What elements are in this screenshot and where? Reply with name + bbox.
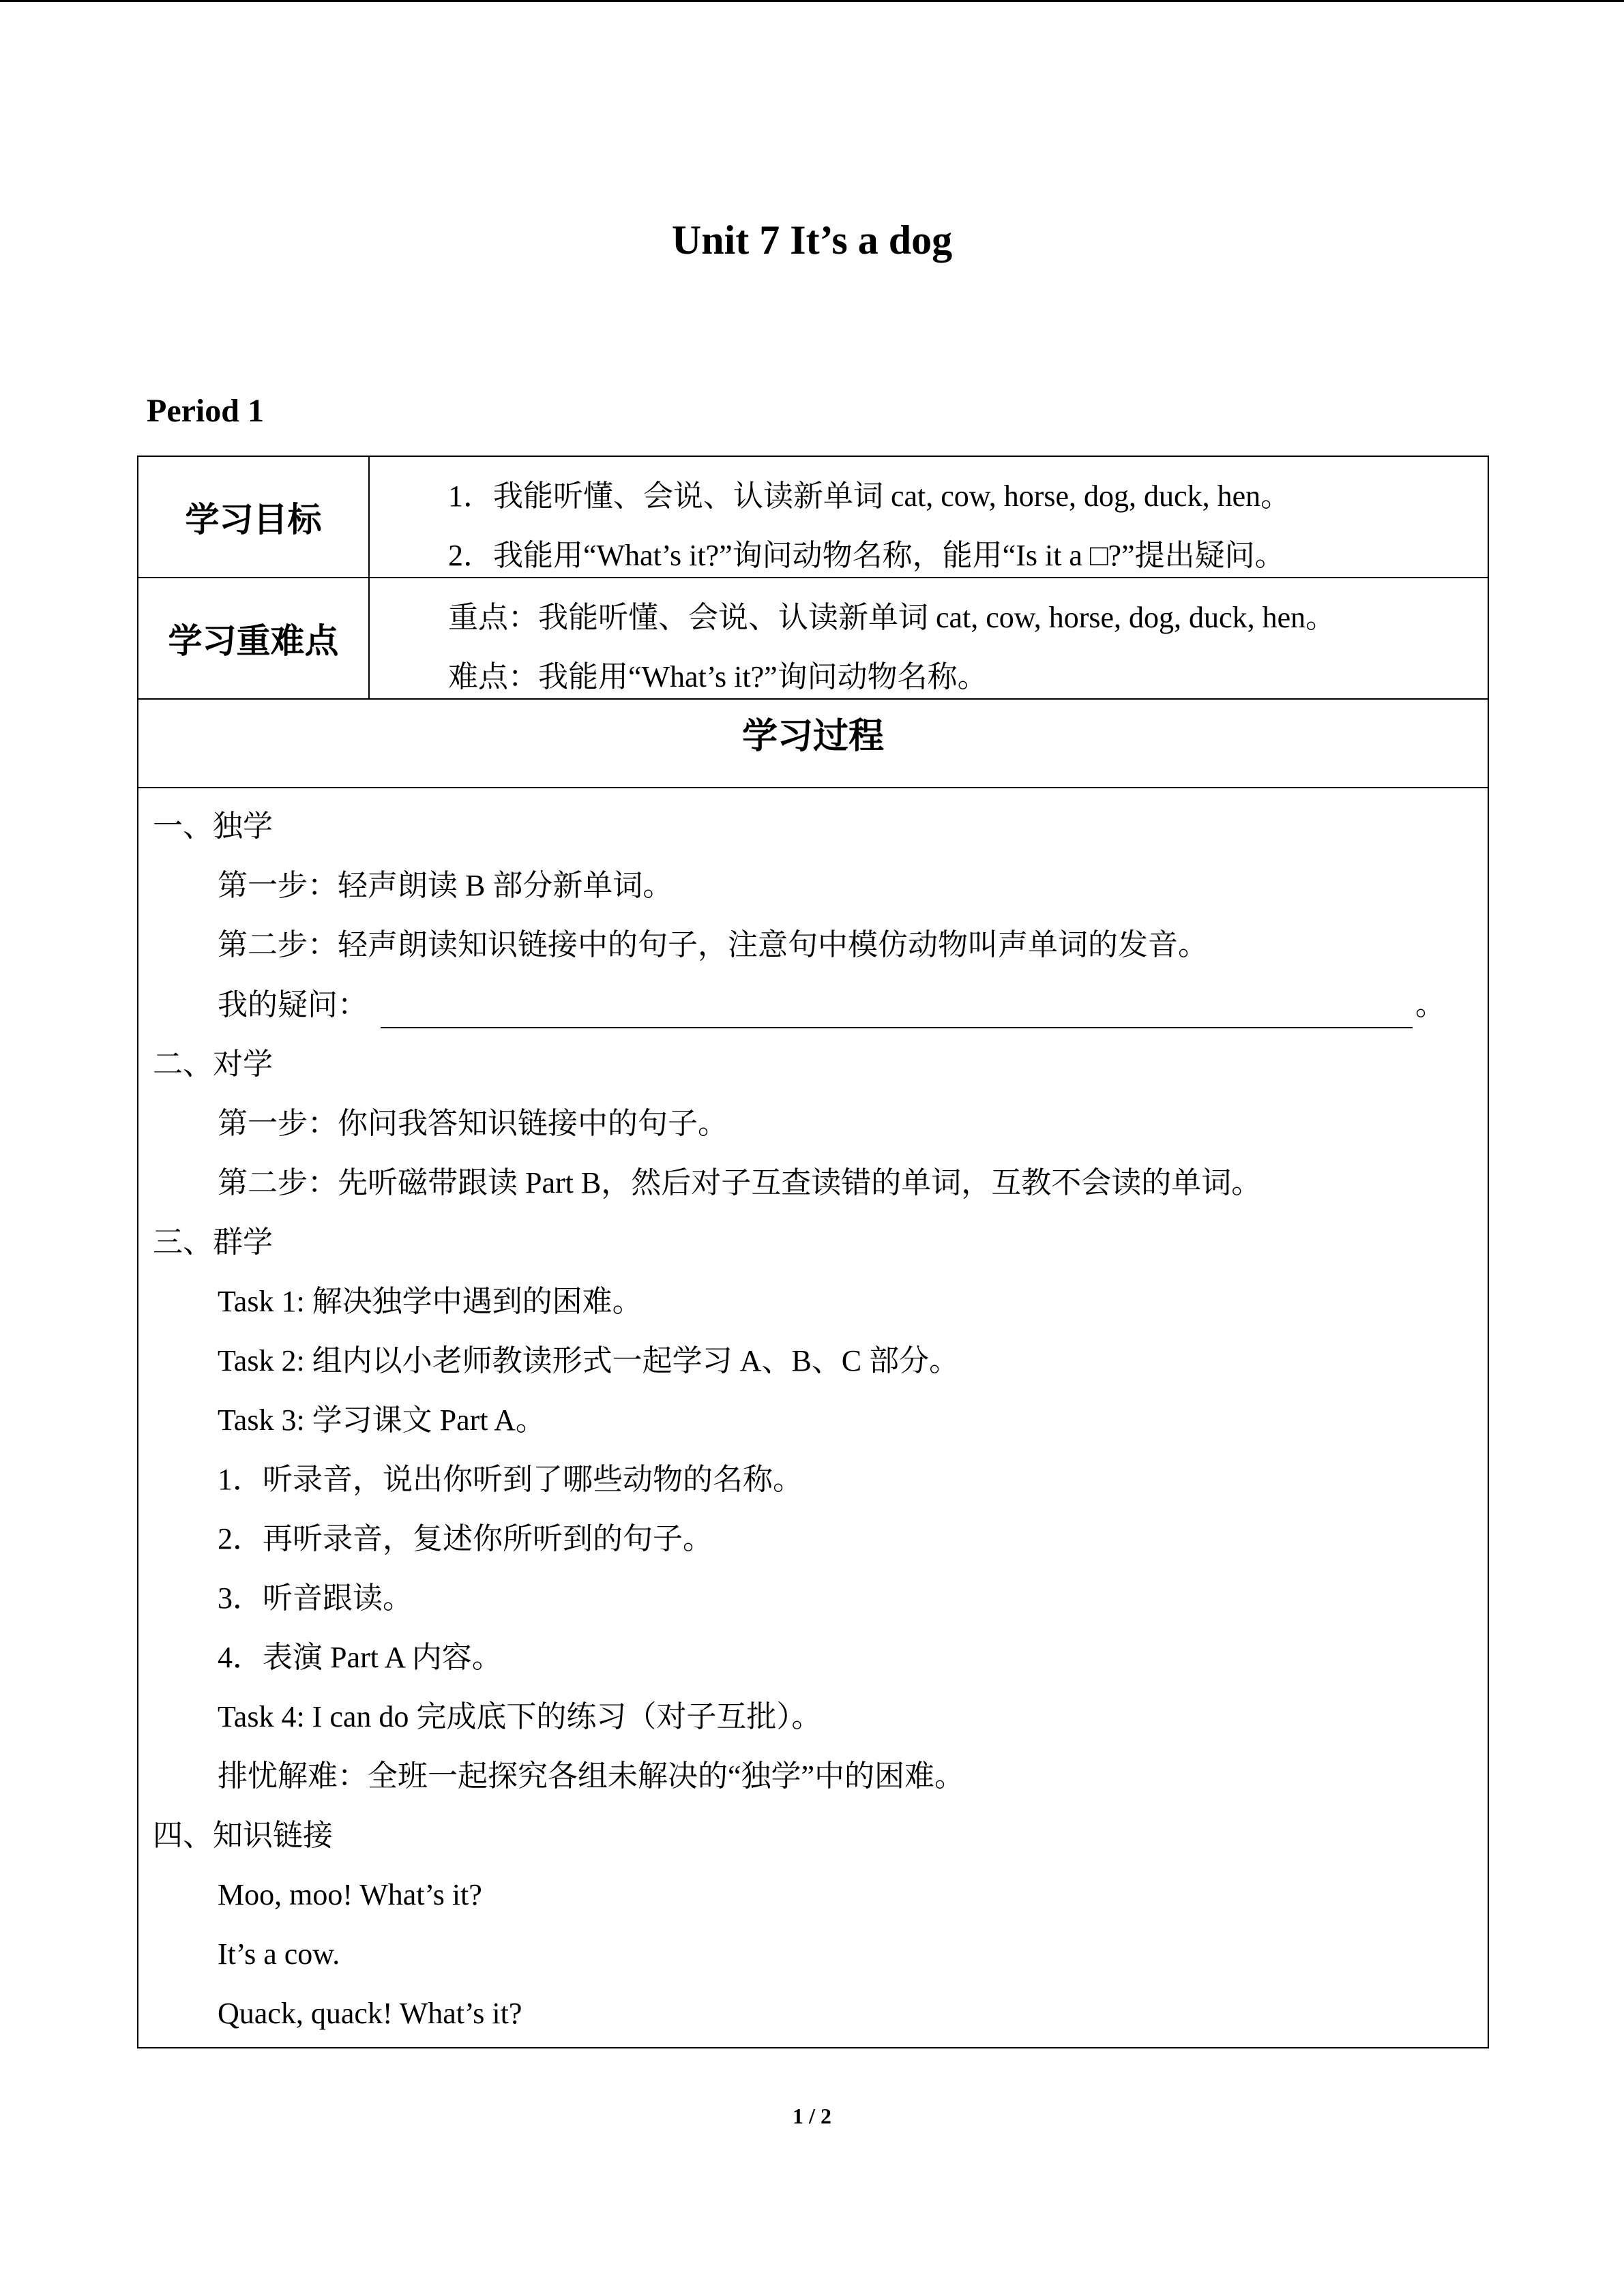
section-heading: 一、独学 (153, 809, 273, 843)
key-point-item: 重点：我能听懂、会说、认读新单词 cat, cow, horse, dog, duck, hen。 (448, 601, 1336, 634)
step-line: 第一步：轻声朗读 B 部分新单词。 (218, 869, 673, 902)
task-substep: 4．表演 Part A 内容。 (218, 1641, 502, 1674)
dialogue-line: Quack, quack! What’s it? (218, 1997, 522, 2030)
task-line: Task 4: I can do 完成底下的练习（对子互批）。 (218, 1700, 822, 1733)
step-line: 第二步：先听磁带跟读 Part B，然后对子互查读错的单词，互教不会读的单词。 (218, 1166, 1262, 1199)
page-number: 1 / 2 (793, 2104, 831, 2128)
question-blank-line (381, 1027, 1413, 1028)
objective-item: 2．我能用“What’s it?”询问动物名称，能用“Is it a □?”提出疑问。 (448, 539, 1285, 572)
step-line: 第一步：你问我答知识链接中的句子。 (218, 1107, 728, 1140)
task-line: Task 1: 解决独学中遇到的困难。 (218, 1285, 643, 1318)
task-substep: 3．听音跟读。 (218, 1581, 413, 1615)
task-substep: 1．听录音，说出你听到了哪些动物的名称。 (218, 1463, 803, 1496)
section-heading: 四、知识链接 (153, 1819, 333, 1852)
process-heading: 学习过程 (741, 715, 884, 757)
key-points-label: 学习重难点 (168, 621, 339, 661)
column-divider (368, 457, 370, 700)
page-title: Unit 7 It’s a dog (671, 218, 953, 263)
section-heading: 二、对学 (153, 1047, 273, 1081)
dialogue-line: Moo, moo! What’s it? (218, 1878, 482, 1911)
page-top-border (0, 0, 1624, 2)
key-point-item: 难点：我能用“What’s it?”询问动物名称。 (448, 660, 988, 694)
task-line: 排忧解难：全班一起探究各组未解决的“独学”中的困难。 (218, 1759, 965, 1793)
objectives-label: 学习目标 (185, 500, 322, 539)
task-line: Task 2: 组内以小老师教读形式一起学习 A、B、C 部分。 (218, 1344, 960, 1377)
my-question-label: 我的疑问： (218, 988, 368, 1022)
question-end-mark: 。 (1415, 988, 1445, 1022)
period-heading: Period 1 (147, 393, 264, 429)
row-divider (138, 787, 1488, 788)
section-heading: 三、群学 (153, 1225, 273, 1259)
step-line: 第二步：轻声朗读知识链接中的句子，注意句中模仿动物叫声单词的发音。 (218, 928, 1208, 961)
dialogue-line: It’s a cow. (218, 1937, 340, 1971)
task-line: Task 3: 学习课文 Part A。 (218, 1403, 546, 1437)
lesson-table (137, 456, 1489, 2048)
task-substep: 2．再听录音，复述你所听到的句子。 (218, 1522, 713, 1555)
objective-item: 1．我能听懂、会说、认读新单词 cat, cow, horse, dog, duck, hen。 (448, 479, 1291, 513)
